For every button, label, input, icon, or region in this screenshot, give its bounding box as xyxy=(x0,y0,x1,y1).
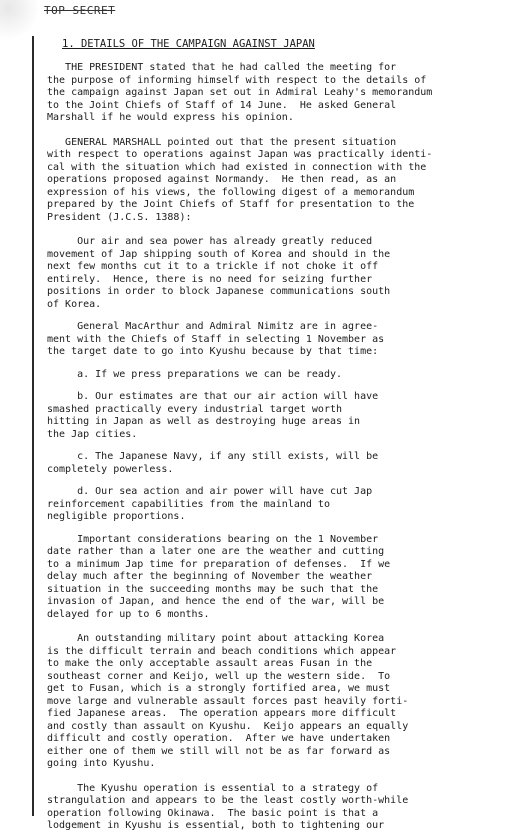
text-line: GENERAL MARSHALL pointed out that the present situation xyxy=(47,136,397,148)
text-line: The Kyushu operation is essential to a strategy of xyxy=(47,782,379,794)
margin-line xyxy=(32,36,34,816)
text-line: either one of them we still will not be as far forward as xyxy=(47,745,391,757)
text-line: delay much after the beginning of November the weather xyxy=(47,571,373,582)
item-d xyxy=(47,486,507,524)
text-line: going into Kyushu. xyxy=(47,758,156,769)
paragraph-macarthur xyxy=(47,321,507,359)
text-line: a. If we press preparations we can be ready. xyxy=(47,368,343,380)
text-line: THE PRESIDENT stated that he had called the meeting for xyxy=(47,62,397,73)
text-line: prepared by the Joint Chiefs of Staff for presentation to the xyxy=(47,199,415,210)
paragraph-marshall xyxy=(47,137,507,225)
text-line: President (J.C.S. 1388): xyxy=(47,211,192,223)
paper-stain xyxy=(0,0,40,40)
text-line: invasion of Japan, and hence the end of the war, will be xyxy=(47,596,385,607)
text-line: Marshall if he would express his opinion. xyxy=(47,112,294,123)
text-line: move large and vulnerable assault forces past heavily forti- xyxy=(47,695,409,707)
text-line: General MacArthur and Admiral Nimitz are in agree- xyxy=(47,321,379,332)
text-line: ment with the Chiefs of Staff in selecting 1 November as xyxy=(47,333,385,345)
item-a xyxy=(47,369,507,382)
paragraph-kyushu xyxy=(47,783,507,833)
paragraph-korea xyxy=(47,633,507,771)
text-line: fied Japanese areas. The operation appears more difficult xyxy=(47,708,397,719)
text-line: the target date to go into Kyushu because by that time: xyxy=(47,346,379,357)
text-line: strangulation and appears to be the least costly worth-while xyxy=(47,795,409,806)
text-line: the purpose of informing himself with respect to the details of xyxy=(47,74,427,86)
text-line: to the Joint Chiefs of Staff of 14 June. He asked General xyxy=(47,99,397,111)
text-line: Important considerations bearing on the 1 November xyxy=(47,533,379,545)
text-line: with respect to operations against Japan was practically identi- xyxy=(47,149,433,160)
text-line: lodgement in Kyushu is essential, both to tightening our xyxy=(47,820,385,831)
text-line: cal with the situation which had existed in connection with the xyxy=(47,161,427,173)
text-line: is the difficult terrain and beach conditions which appear xyxy=(47,645,397,657)
text-line: reinforcement capabilities from the mainland to xyxy=(47,498,330,510)
text-line: completely powerless. xyxy=(47,463,174,475)
paragraph-air-sea xyxy=(47,236,507,311)
section-heading: 1. DETAILS OF THE CAMPAIGN AGAINST JAPAN xyxy=(62,38,315,50)
document-body xyxy=(47,62,507,833)
text-line: hitting in Japan as well as destroying huge areas in xyxy=(47,416,361,427)
text-line: Our air and sea power has already greatly reduced xyxy=(47,236,373,247)
paragraph-president xyxy=(47,62,507,125)
item-c xyxy=(47,451,507,476)
text-line: difficult and costly operation. After we have undertaken xyxy=(47,733,391,744)
classification-marking: TOP SECRET xyxy=(44,4,116,17)
text-line: operations proposed against Normandy. He then read, as an xyxy=(47,174,397,185)
text-line: next few months cut it to a trickle if not choke it off xyxy=(47,261,379,272)
text-line: c. The Japanese Navy, if any still exists, will be xyxy=(47,451,379,462)
text-line: the Jap cities. xyxy=(47,428,138,440)
text-line: negligible proportions. xyxy=(47,511,186,522)
text-line: date rather than a later one are the weather and cutting xyxy=(47,546,385,557)
text-line: positions in order to block Japanese communications south xyxy=(47,286,391,297)
text-line: smashed practically every industrial target worth xyxy=(47,403,343,415)
text-line: b. Our estimates are that our air action will have xyxy=(47,391,379,402)
text-line: movement of Jap shipping south of Korea and should in the xyxy=(47,248,391,260)
text-line: expression of his views, the following digest of a memorandum xyxy=(47,186,415,198)
paragraph-important xyxy=(47,534,507,622)
text-line: to make the only acceptable assault areas Fusan in the xyxy=(47,658,373,669)
item-b xyxy=(47,391,507,441)
text-line: An outstanding military point about attacking Korea xyxy=(47,633,385,644)
text-line: operation following Okinawa. The basic point is that a xyxy=(47,807,379,819)
text-line: and costly than assault on Kyushu. Keijo appears an equally xyxy=(47,720,409,732)
text-line: delayed for up to 6 months. xyxy=(47,608,210,620)
text-line: the campaign against Japan set out in Admiral Leahy's memorandum xyxy=(47,87,433,98)
text-line: southeast corner and Keijo, well up the western side. To xyxy=(47,670,391,682)
text-line: to a minimum Jap time for preparation of defenses. If we xyxy=(47,558,391,570)
text-line: get to Fusan, which is a strongly fortified area, we must xyxy=(47,683,391,694)
text-line: d. Our sea action and air power will have cut Jap xyxy=(47,486,373,497)
text-line: entirely. Hence, there is no need for seizing further xyxy=(47,273,373,285)
text-line: of Korea. xyxy=(47,298,102,310)
text-line: situation in the succeeding months may be such that the xyxy=(47,583,379,595)
